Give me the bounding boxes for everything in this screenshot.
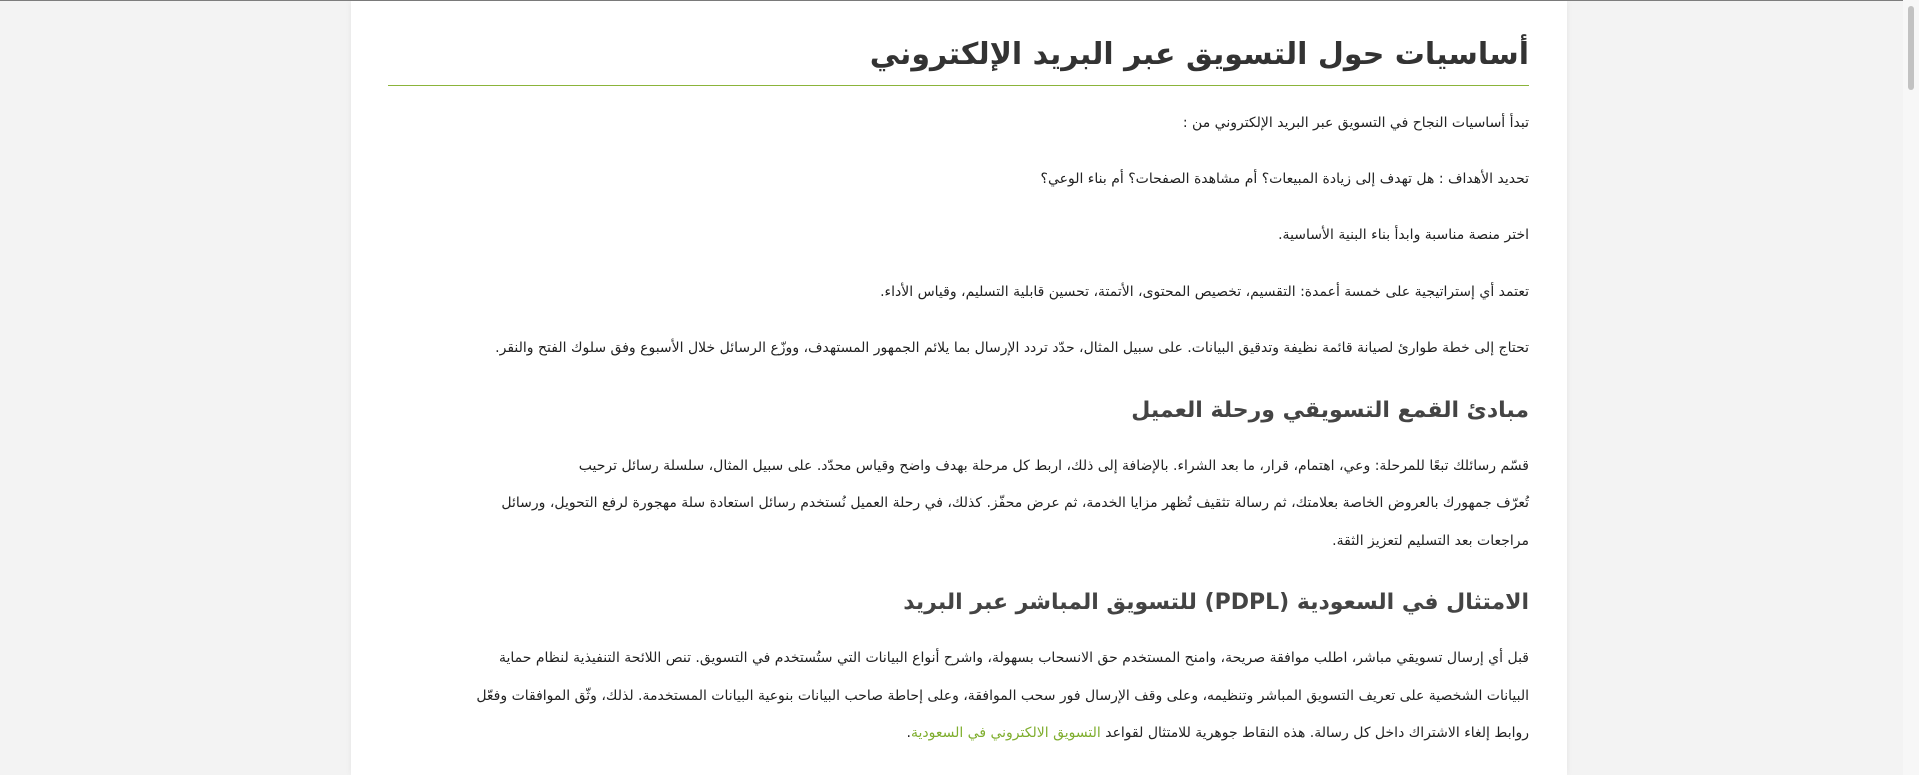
saudi-email-marketing-link[interactable]: التسويق الالكتروني في السعودية: [910, 725, 1101, 741]
scrollbar-thumb[interactable]: [1908, 6, 1914, 90]
funnel-paragraph-line2: تُعرّف جمهورك بالعروض الخاصة بعلامتك، ثم رسالة تثقيف تُظهر مزايا الخدمة، ثم عرض محفّز. كذلك، في رحلة العميل نُستخدم رسائل استعادة سلة مهجورة لرفع التحويل، ورسائل: [501, 495, 1529, 511]
title-divider: [388, 85, 1529, 86]
platform-paragraph: اختر منصة مناسبة وابدأ بناء البنية الأساسية.: [1278, 227, 1529, 243]
pdpl-heading: الامتثال في السعودية (PDPL) للتسويق المباشر عبر البريد: [903, 590, 1529, 615]
article-title: أساسيات حول التسويق عبر البريد الإلكتروني: [869, 37, 1529, 72]
article-page: [351, 1, 1567, 775]
funnel-paragraph-line3: مراجعات بعد التسليم لتعزيز الثقة.: [1332, 533, 1529, 549]
goals-paragraph: تحديد الأهداف : هل تهدف إلى زيادة المبيعات؟ أم مشاهدة الصفحات؟ أم بناء الوعي؟: [1040, 171, 1529, 187]
pdpl-line3-end: .: [906, 725, 911, 741]
funnel-heading: مبادئ القمع التسويقي ورحلة العميل: [1131, 398, 1529, 423]
pdpl-paragraph-line1: قبل أي إرسال تسويقي مباشر، اطلب موافقة صريحة، وامنح المستخدم حق الانسحاب بسهولة، واشرح أنواع البيانات التي ستُستخدم في التسويق. تنص اللائحة التنفيذية لنظام حماية: [498, 650, 1529, 666]
funnel-paragraph-line1: قسّم رسائلك تبعًا للمرحلة: وعي، اهتمام، قرار، ما بعد الشراء. بالإضافة إلى ذلك، اربط كل مرحلة بهدف واضح وقياس محدّد. على سبيل المثال، سلسلة رسائل ترحيب: [578, 458, 1529, 474]
intro-paragraph: تبدأ أساسيات النجاح في التسويق عبر البريد الإلكتروني من :: [1182, 115, 1529, 131]
pillars-paragraph: تعتمد أي إستراتيجية على خمسة أعمدة: التقسيم، تخصيص المحتوى، الأتمتة، تحسين قابلية التسليم، وقياس الأداء.: [880, 284, 1529, 300]
pdpl-paragraph-line2: البيانات الشخصية على تعريف التسويق المباشر وتنظيمه، وعلى وقف الإرسال فور سحب الموافقة، وعلى إحاطة صاحب البيانات بنوعية البيانات المستخدمة. لذلك، وثّق الموافقات وفعّل: [476, 688, 1529, 704]
page-scrollbar[interactable]: [1903, 0, 1919, 775]
pdpl-paragraph-line3: [907, 725, 1530, 741]
pdpl-line3-text: روابط إلغاء الاشتراك داخل كل رسالة. هذه النقاط جوهرية للامتثال لقواعد: [1100, 725, 1529, 741]
contingency-paragraph: تحتاج إلى خطة طوارئ لصيانة قائمة نظيفة وتدقيق البيانات. على سبيل المثال، حدّد تردد الإرسال بما يلائم الجمهور المستهدف، ووزّع الرسائل خلال الأسبوع وفق سلوك الفتح والنقر.: [495, 340, 1529, 356]
